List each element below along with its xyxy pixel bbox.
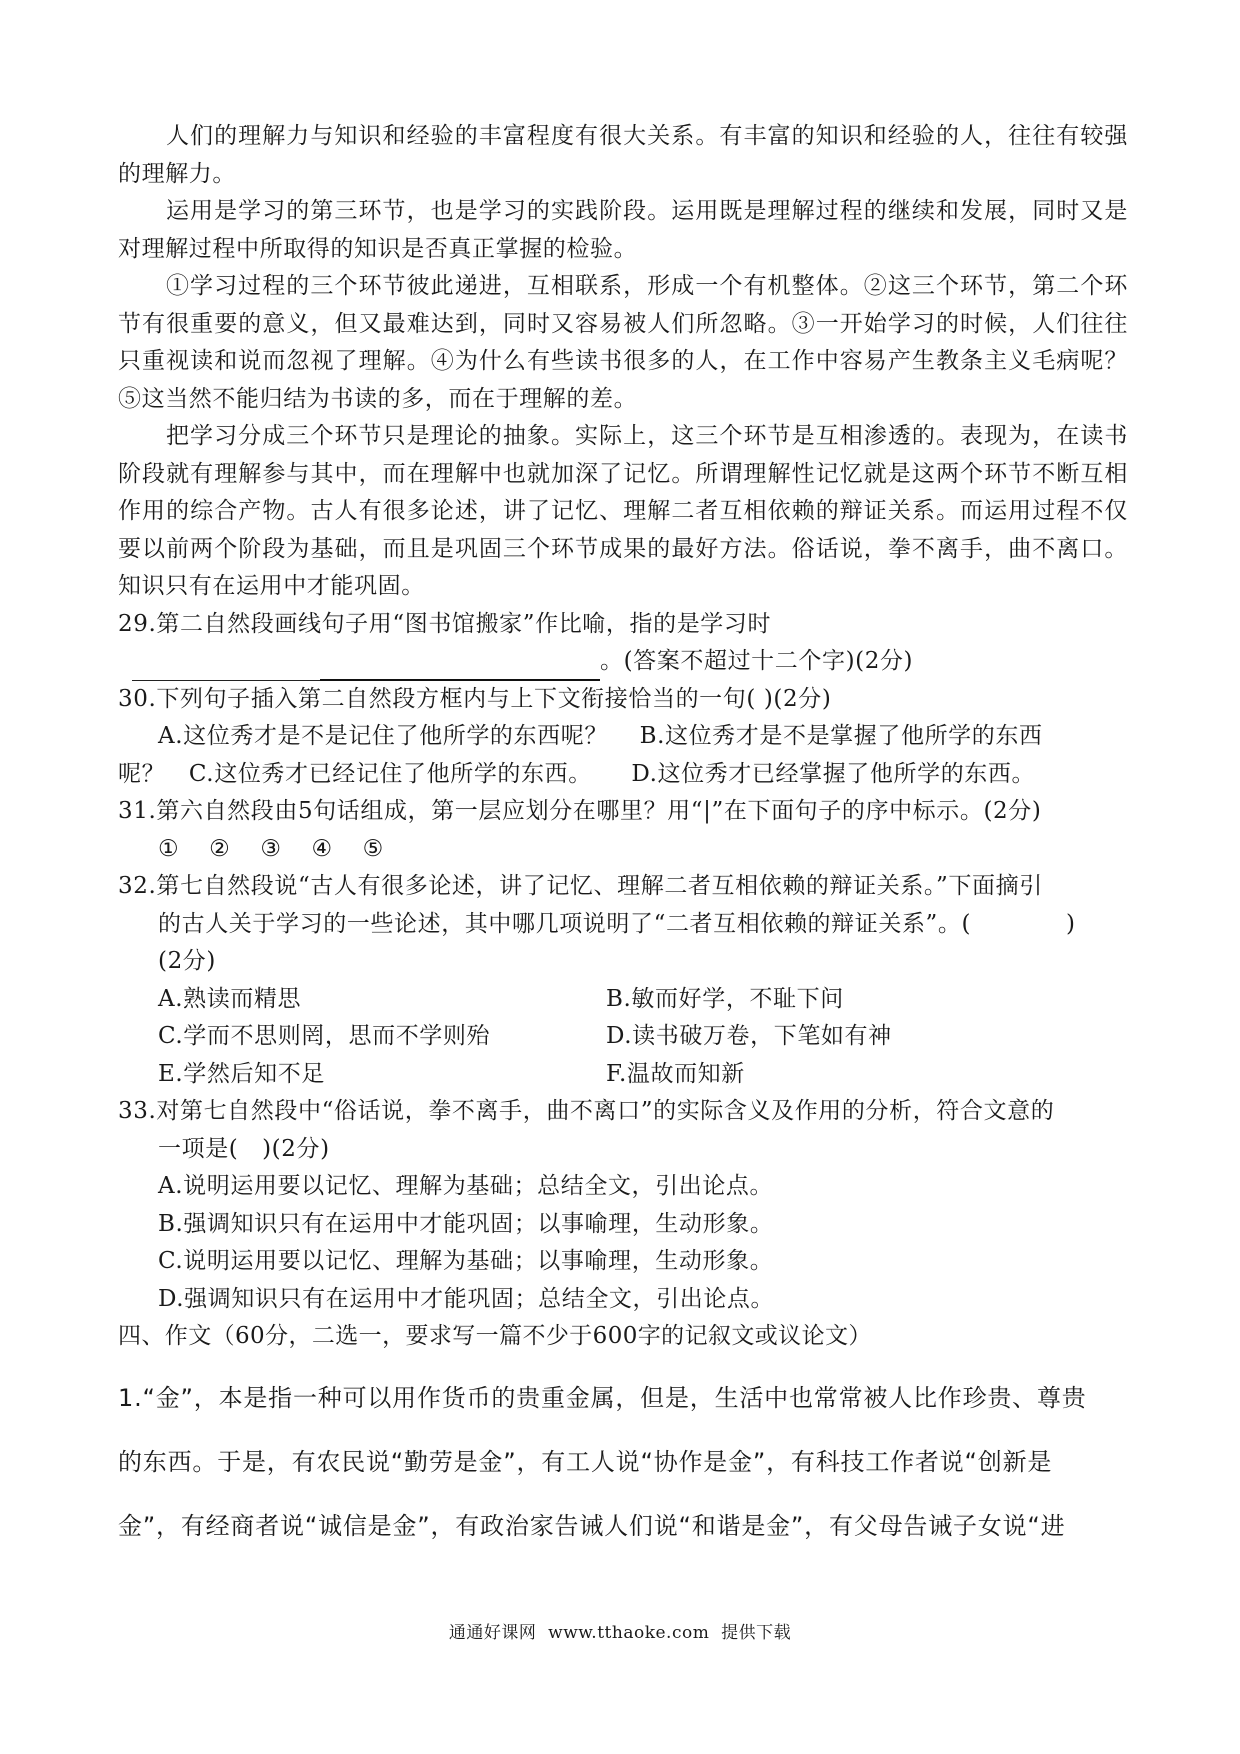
question-32-line-1: 32.第七自然段说“古人有很多论述，讲了记忆、理解二者互相依赖的辩证关系。”下面摘引 <box>118 873 1043 899</box>
question-33-line-2: 一项是( )(2分) <box>158 1135 330 1162</box>
essay-prompt-line-2: 的东西。于是，有农民说“勤劳是金”，有工人说“协作是金”，有科技工作者说“创新是 <box>118 1447 1053 1476</box>
passage-paragraph-4: 把学习分成三个环节只是理论的抽象。实际上，这三个环节是互相渗透的。表现为，在读书阶段就有理解参与其中，而在理解中也就加深了记忆。所谓理解性记忆就是这两个环节不断互相作用的综合产物。古人有很多论述，讲了记忆、理解二者互相依赖的辩证关系。而运用过程不仅要以前两个阶段为基础，而且是巩固三个环节成果的最好方法。俗话说，拳不离手，曲不离口。知识只有在运用中才能巩固。 <box>118 423 1128 599</box>
question-29-tail: 。(答案不超过十二个字)(2分) <box>600 648 914 674</box>
sentence-number-2[interactable]: ② <box>209 835 231 862</box>
question-31-sentence-numbers <box>118 831 1128 869</box>
answer-blank[interactable] <box>320 655 600 681</box>
page-footer: 通通好课网 www.tthaoke.com 提供下载 <box>448 1623 792 1643</box>
question-32-options <box>118 981 1128 1094</box>
option-a: A.熟读而精思 <box>158 985 302 1012</box>
passage-paragraph-1: 人们的理解力与知识和经验的丰富程度有很大关系。有丰富的知识和经验的人，往往有较强的理解力。 <box>118 123 1128 187</box>
essay-prompt-line-1: 1.“金”，本是指一种可以用作货币的贵重金属，但是，生活中也常常被人比作珍贵、尊贵 <box>118 1383 1087 1412</box>
sentence-number-3[interactable]: ③ <box>260 835 282 862</box>
passage-paragraph-2: 运用是学习的第三环节，也是学习的实践阶段。运用既是理解过程的继续和发展，同时又是对理解过程中所取得的知识是否真正掌握的检验。 <box>118 198 1128 262</box>
question-30: 30.下列句子插入第二自然段方框内与上下文衔接恰当的一句( )(2分) <box>118 685 832 712</box>
sentence-number-1[interactable]: ① <box>158 835 180 862</box>
question-33-options <box>118 1168 1128 1318</box>
option-d: D.读书破万卷，下笔如有神 <box>606 1023 892 1049</box>
question-32-line-2: 的古人关于学习的一些论述，其中哪几项说明了“二者互相依赖的辩证关系”。( ) <box>158 910 1076 937</box>
sentence-number-5[interactable]: ⑤ <box>362 835 384 862</box>
option-a: A.说明运用要以记忆、理解为基础；总结全文，引出论点。 <box>158 1173 774 1199</box>
question-30-options-line-1: A.这位秀才是不是记住了他所学的东西呢？ B.这位秀才是不是掌握了他所学的东西 <box>158 723 1043 749</box>
option-b: B.强调知识只有在运用中才能巩固；以事喻理，生动形象。 <box>158 1210 774 1237</box>
question-31: 31.第六自然段由5句话组成，第一层应划分在哪里？用“|”在下面句子的序中标示。(2分) <box>118 798 1042 824</box>
passage-paragraph-3: ①学习过程的三个环节彼此递进，互相联系，形成一个有机整体。②这三个环节，第二个环节有很重要的意义，但又最难达到，同时又容易被人们所忽略。③一开始学习的时候，人们往往只重视读和说而忽视了理解。④为什么有些读书很多的人，在工作中容易产生教条主义毛病呢？⑤这当然不能归结为书读的多，而在于理解的差。 <box>118 273 1128 412</box>
page-content <box>118 118 1128 1558</box>
question-29-answer-line <box>118 643 1128 681</box>
question-33-line-1: 33.对第七自然段中“俗话说，拳不离手，曲不离口”的实际含义及作用的分析，符合文意的 <box>118 1098 1055 1124</box>
answer-blank-dashed[interactable] <box>132 656 320 681</box>
essay-prompt-line-3: 金”，有经商者说“诚信是金”，有政治家告诫人们说“和谐是金”，有父母告诫子女说“进 <box>118 1511 1066 1540</box>
question-29: 29.第二自然段画线句子用“图书馆搬家”作比喻，指的是学习时 <box>118 610 772 637</box>
section-heading-composition: 四、作文（60分，二选一，要求写一篇不少于600字的记叙文或议论文） <box>118 1323 872 1349</box>
option-f: F.温故而知新 <box>606 1060 745 1087</box>
option-e: E.学然后知不足 <box>158 1060 325 1087</box>
option-c: C.说明运用要以记忆、理解为基础；以事喻理，生动形象。 <box>158 1248 774 1274</box>
option-d: D.强调知识只有在运用中才能巩固；总结全文，引出论点。 <box>158 1285 775 1312</box>
option-c: C.学而不思则罔，思而不学则殆 <box>158 1023 491 1049</box>
option-b: B.敏而好学，不耻下问 <box>606 985 844 1012</box>
question-30-options-line-2: 呢？ C.这位秀才已经记住了他所学的东西。 D.这位秀才已经掌握了他所学的东西。 <box>118 760 1036 787</box>
question-32-line-3: (2分) <box>158 948 216 974</box>
sentence-number-4[interactable]: ④ <box>311 835 333 862</box>
